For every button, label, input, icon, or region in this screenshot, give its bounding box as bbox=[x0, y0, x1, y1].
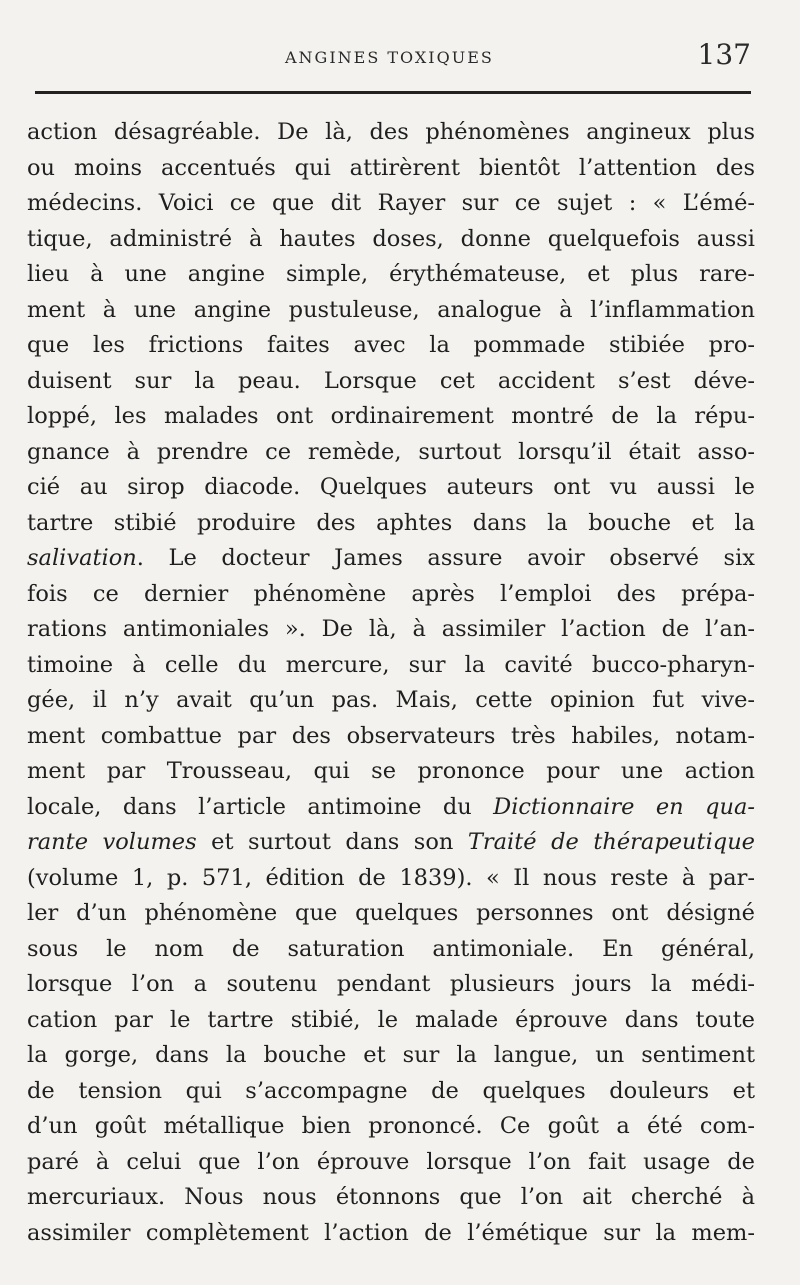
text-run: tartre stibié produire des aphtes dans la bouche et la bbox=[27, 509, 755, 536]
text-run: tique, administré à hautes doses, donne quelquefois aussi bbox=[27, 225, 755, 252]
text-line bbox=[27, 1145, 755, 1181]
text-line bbox=[27, 683, 755, 719]
text-line bbox=[27, 1038, 755, 1074]
text-line bbox=[27, 648, 755, 684]
text-run: ment combattue par des observateurs très habiles, notam- bbox=[27, 722, 755, 749]
text-run: duisent sur la peau. Lorsque cet accident s’est déve- bbox=[27, 367, 755, 394]
text-run: action désagréable. De là, des phénomènes angineux plus bbox=[27, 119, 755, 145]
text-run: ment à une angine pustuleuse, analogue à l’inflammation bbox=[27, 296, 755, 323]
text-run: gée, il n’y avait qu’un pas. Mais, cette opinion fut vive- bbox=[27, 687, 755, 713]
text-run: gnance à prendre ce remède, surtout lorsqu’il était asso- bbox=[27, 438, 755, 465]
text-line bbox=[27, 115, 755, 151]
text-line bbox=[27, 896, 755, 932]
text-line bbox=[27, 399, 755, 435]
text-run: que les frictions faites avec la pommade stibiée pro- bbox=[27, 332, 755, 358]
text-line bbox=[27, 1003, 755, 1039]
text-line bbox=[27, 754, 755, 790]
text-run: (volume 1, p. 571, édition de 1839). « Il nous reste à par- bbox=[27, 864, 755, 891]
text-run: sous le nom de saturation antimoniale. En général, bbox=[27, 935, 755, 962]
text-run: cié au sirop diacode. Quelques auteurs ont vu aussi le bbox=[27, 474, 755, 500]
text-line bbox=[27, 186, 755, 222]
text-line bbox=[27, 151, 755, 187]
text-run: et surtout dans son bbox=[196, 829, 468, 855]
italic-run: Traité de thérapeutique bbox=[467, 829, 755, 855]
running-head: ANGINES TOXIQUES bbox=[285, 48, 494, 67]
text-run: mercuriaux. Nous nous étonnons que l’on ait cherché à bbox=[27, 1184, 755, 1210]
text-line bbox=[27, 222, 755, 258]
text-line bbox=[27, 719, 755, 755]
text-line bbox=[27, 1109, 755, 1145]
text-run: . Le docteur James assure avoir observé six bbox=[136, 545, 755, 571]
page-number: 137 bbox=[697, 38, 751, 71]
text-run: ou moins accentués qui attirèrent bientôt l’attention des bbox=[27, 154, 755, 181]
page-header bbox=[35, 38, 751, 78]
header-rule bbox=[35, 91, 751, 94]
text-line bbox=[27, 435, 755, 471]
text-line bbox=[27, 328, 755, 364]
text-line bbox=[27, 364, 755, 400]
text-run: locale, dans l’article antimoine du bbox=[27, 793, 494, 820]
italic-run: Dictionnaire en qua- bbox=[493, 793, 755, 820]
text-line bbox=[27, 790, 755, 826]
text-run: ler d’un phénomène que quelques personnes ont désigné bbox=[27, 900, 755, 926]
text-run: rations antimoniales ». De là, à assimiler l’action de l’an- bbox=[27, 616, 755, 642]
text-line bbox=[27, 932, 755, 968]
text-run: lorsque l’on a soutenu pendant plusieurs jours la médi- bbox=[27, 971, 755, 997]
text-run: assimiler complètement l’action de l’émétique sur la mem- bbox=[27, 1219, 755, 1246]
text-run: fois ce dernier phénomène après l’emploi des prépa- bbox=[27, 580, 755, 607]
text-line bbox=[27, 1074, 755, 1110]
text-line bbox=[27, 506, 755, 542]
body-text bbox=[27, 115, 755, 1251]
text-run: paré à celui que l’on éprouve lorsque l’on fait usage de bbox=[27, 1148, 755, 1175]
text-run: cation par le tartre stibié, le malade éprouve dans toute bbox=[27, 1006, 755, 1033]
text-line bbox=[27, 1180, 755, 1216]
text-line bbox=[27, 1216, 755, 1252]
text-line bbox=[27, 577, 755, 613]
text-run: lieu à une angine simple, érythémateuse, et plus rare- bbox=[27, 261, 755, 287]
text-run: ment par Trousseau, qui se prononce pour une action bbox=[27, 758, 755, 784]
text-line bbox=[27, 612, 755, 648]
text-run: timoine à celle du mercure, sur la cavité bucco-pharyn- bbox=[27, 651, 755, 678]
italic-run: salivation bbox=[27, 545, 137, 571]
text-line bbox=[27, 825, 755, 861]
text-run: la gorge, dans la bouche et sur la langue, un sentiment bbox=[27, 1042, 755, 1068]
text-line bbox=[27, 293, 755, 329]
text-line bbox=[27, 861, 755, 897]
text-run: loppé, les malades ont ordinairement montré de la répu- bbox=[27, 403, 755, 429]
text-line bbox=[27, 541, 755, 577]
text-run: d’un goût métallique bien prononcé. Ce goût a été com- bbox=[27, 1113, 755, 1139]
text-line bbox=[27, 470, 755, 506]
text-run: de tension qui s’accompagne de quelques douleurs et bbox=[27, 1077, 755, 1104]
text-line bbox=[27, 967, 755, 1003]
text-run: médecins. Voici ce que dit Rayer sur ce sujet : « L’émé- bbox=[27, 190, 755, 216]
italic-run: rante volumes bbox=[27, 829, 197, 855]
text-line bbox=[27, 257, 755, 293]
